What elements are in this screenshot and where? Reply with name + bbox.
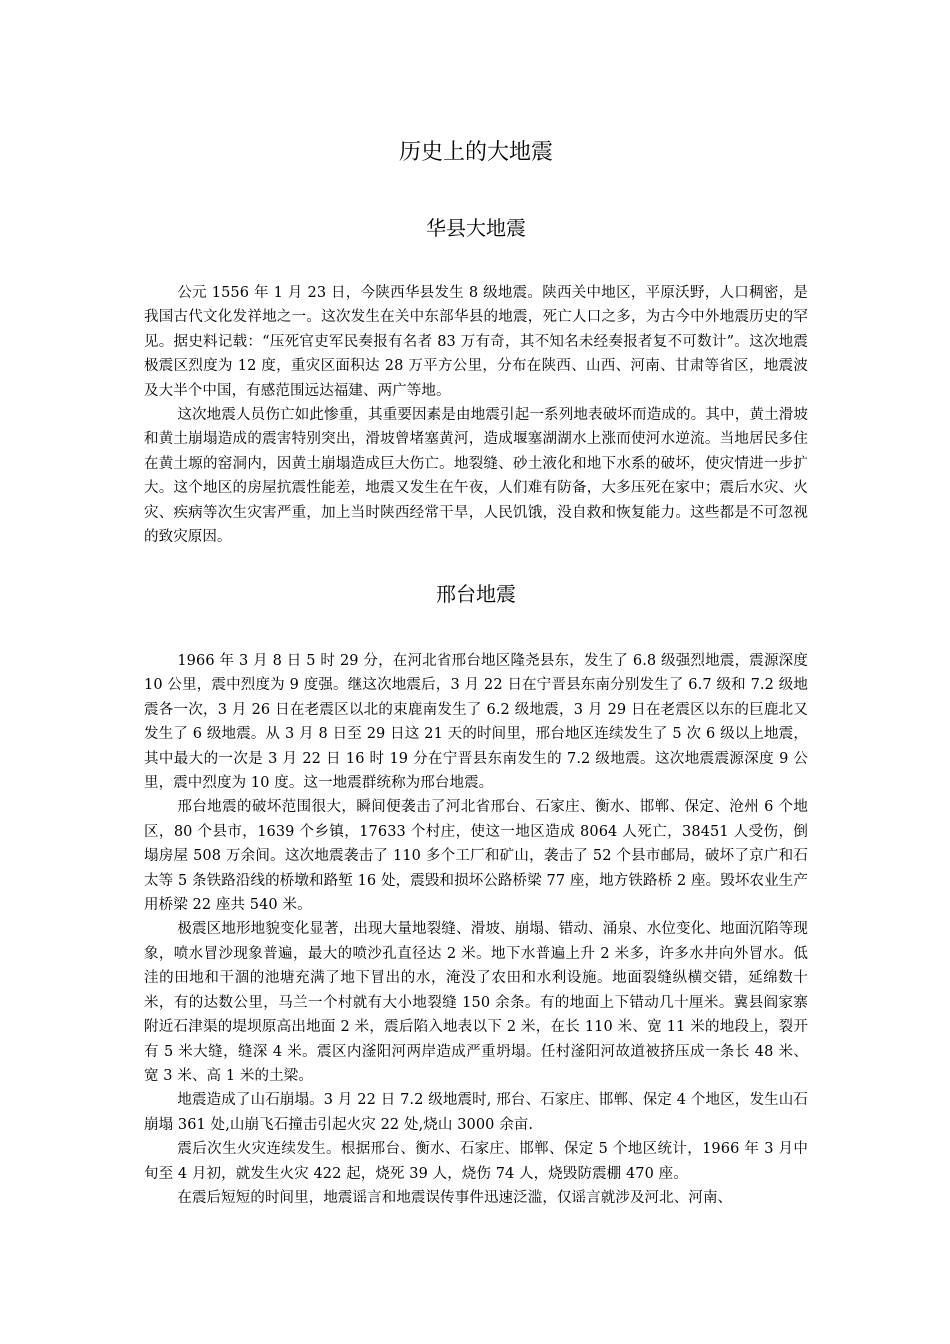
paragraph: 邢台地震的破坏范围很大，瞬间便袭击了河北省邢台、石家庄、衡水、邯郸、保定、沧州 6 个地区，80 个县市，1639 个乡镇，17633 个村庄，使这一地区造成 8064 人死亡，38451 人受伤，倒塌房屋 508 万余间。这次地震袭击了 110 多个工厂和矿山，袭击了 52 个县市邮局，破坏了京广和石太等 5 条铁路沿线的桥墩和路堑 16 处，震毁和损坏公路桥梁 77 座，地方铁路桥 2 座。毁坏农业生产用桥梁 22 座共 540 米。 [144,799,808,914]
paragraph: 1966 年 3 月 8 日 5 时 29 分，在河北省邢台地区隆尧县东，发生了 6.8 级强烈地震，震源深度 10 公里，震中烈度为 9 度强。继这次地震后，3 月 22 日在宁晋县东南分别发生了 6.7 级和 7.2 级地震各一次，3 月 26 日在老震区以北的束鹿南发生了 6.2 级地震，3 月 29 日在老震区以东的巨鹿北又发生了 6 级地震。从 3 月 8 日至 29 日这 21 天的时间里，邢台地区连续发生了 5 次 6 级以上地震，其中最大的一次是 3 月 22 日 16 时 19 分在宁晋县东南发生的 7.2 级地震。这次地震震源深度 9 公里，震中烈度为 10 度。这一地震群统称为邢台地震。 [144,653,808,792]
section-heading-xingtai: 邢台地震 [436,582,516,606]
section-heading-huaxian: 华县大地震 [426,216,526,240]
paragraph: 震后次生火灾连续发生。根据邢台、衡水、石家庄、邯郸、保定 5 个地区统计，1966 年 3 月中旬至 4 月初，就发生火灾 422 起，烧死 39 人，烧伤 74 人，烧毁防震棚 470 座。 [144,1141,808,1182]
paragraph: 地震造成了山石崩塌。3 月 22 日 7.2 级地震时, 邢台、石家庄、邯郸、保定 4 个地区，发生山石崩塌 361 处,山崩飞石撞击引起火灾 22 处,烧山 3000 余亩. [144,1092,808,1133]
paragraph: 公元 1556 年 1 月 23 日，今陕西华县发生 8 级地震。陕西关中地区，平原沃野，人口稠密，是我国古代文化发祥地之一。这次发生在关中东部华县的地震，死亡人口之多，为古今中外地震历史的罕见。据史料记载：“压死官吏军民奏报有名者 83 万有奇，其不知名未经奏报者复不可数计”。这次地震极震区烈度为 12 度，重灾区面积达 28 万平方公里，分布在陕西、山西、河南、甘肃等省区，地震波及大半个中国，有感范围远达福建、两广等地。 [144,285,808,399]
paragraph: 在震后短短的时间里，地震谣言和地震误传事件迅速泛滥，仅谣言就涉及河北、河南、 [177,1189,733,1206]
section-body-huaxian [144,281,808,549]
section-body-xingtai [144,649,808,1210]
document-title: 历史上的大地震 [398,140,553,165]
paragraph: 极震区地形地貌变化显著，出现大量地裂缝、滑坡、崩塌、错动、涌泉、水位变化、地面沉陷等现象，喷水冒沙现象普遍，最大的喷沙孔直径达 2 米。地下水普遍上升 2 米多，许多水井向外冒水。低洼的田地和干涸的池塘充满了地下冒出的水，淹没了农田和水利设施。地面裂缝纵横交错，延绵数十米，有的达数公里，马兰一个村就有大小地裂缝 150 余条。有的地面上下错动几十厘米。冀县阎家寨附近石津渠的堤坝原高出地面 2 米，震后陷入地表以下 2 米，在长 110 米、宽 11 米的地段上，裂开有 5 米大缝，缝深 4 米。震区内滏阳河两岸造成严重坍塌。任村滏阳河故道被挤压成一条长 48 米、宽 3 米、高 1 米的土梁。 [144,921,808,1084]
paragraph: 这次地震人员伤亡如此惨重，其重要因素是由地震引起一系列地表破坏而造成的。其中，黄土滑坡和黄土崩塌造成的震害特别突出，滑坡曾堵塞黄河，造成堰塞湖湖水上涨而使河水逆流。当地居民多住在黄土塬的窑洞内，因黄土崩塌造成巨大伤亡。地裂缝、砂土液化和地下水系的破坏，使灾情进一步扩大。这个地区的房屋抗震性能差，地震又发生在午夜，人们难有防备，大多压死在家中；震后水灾、火灾、疾病等次生灾害严重，加上当时陕西经常干旱，人民饥饿，没自救和恢复能力。这些都是不可忽视的致灾原因。 [144,407,808,546]
